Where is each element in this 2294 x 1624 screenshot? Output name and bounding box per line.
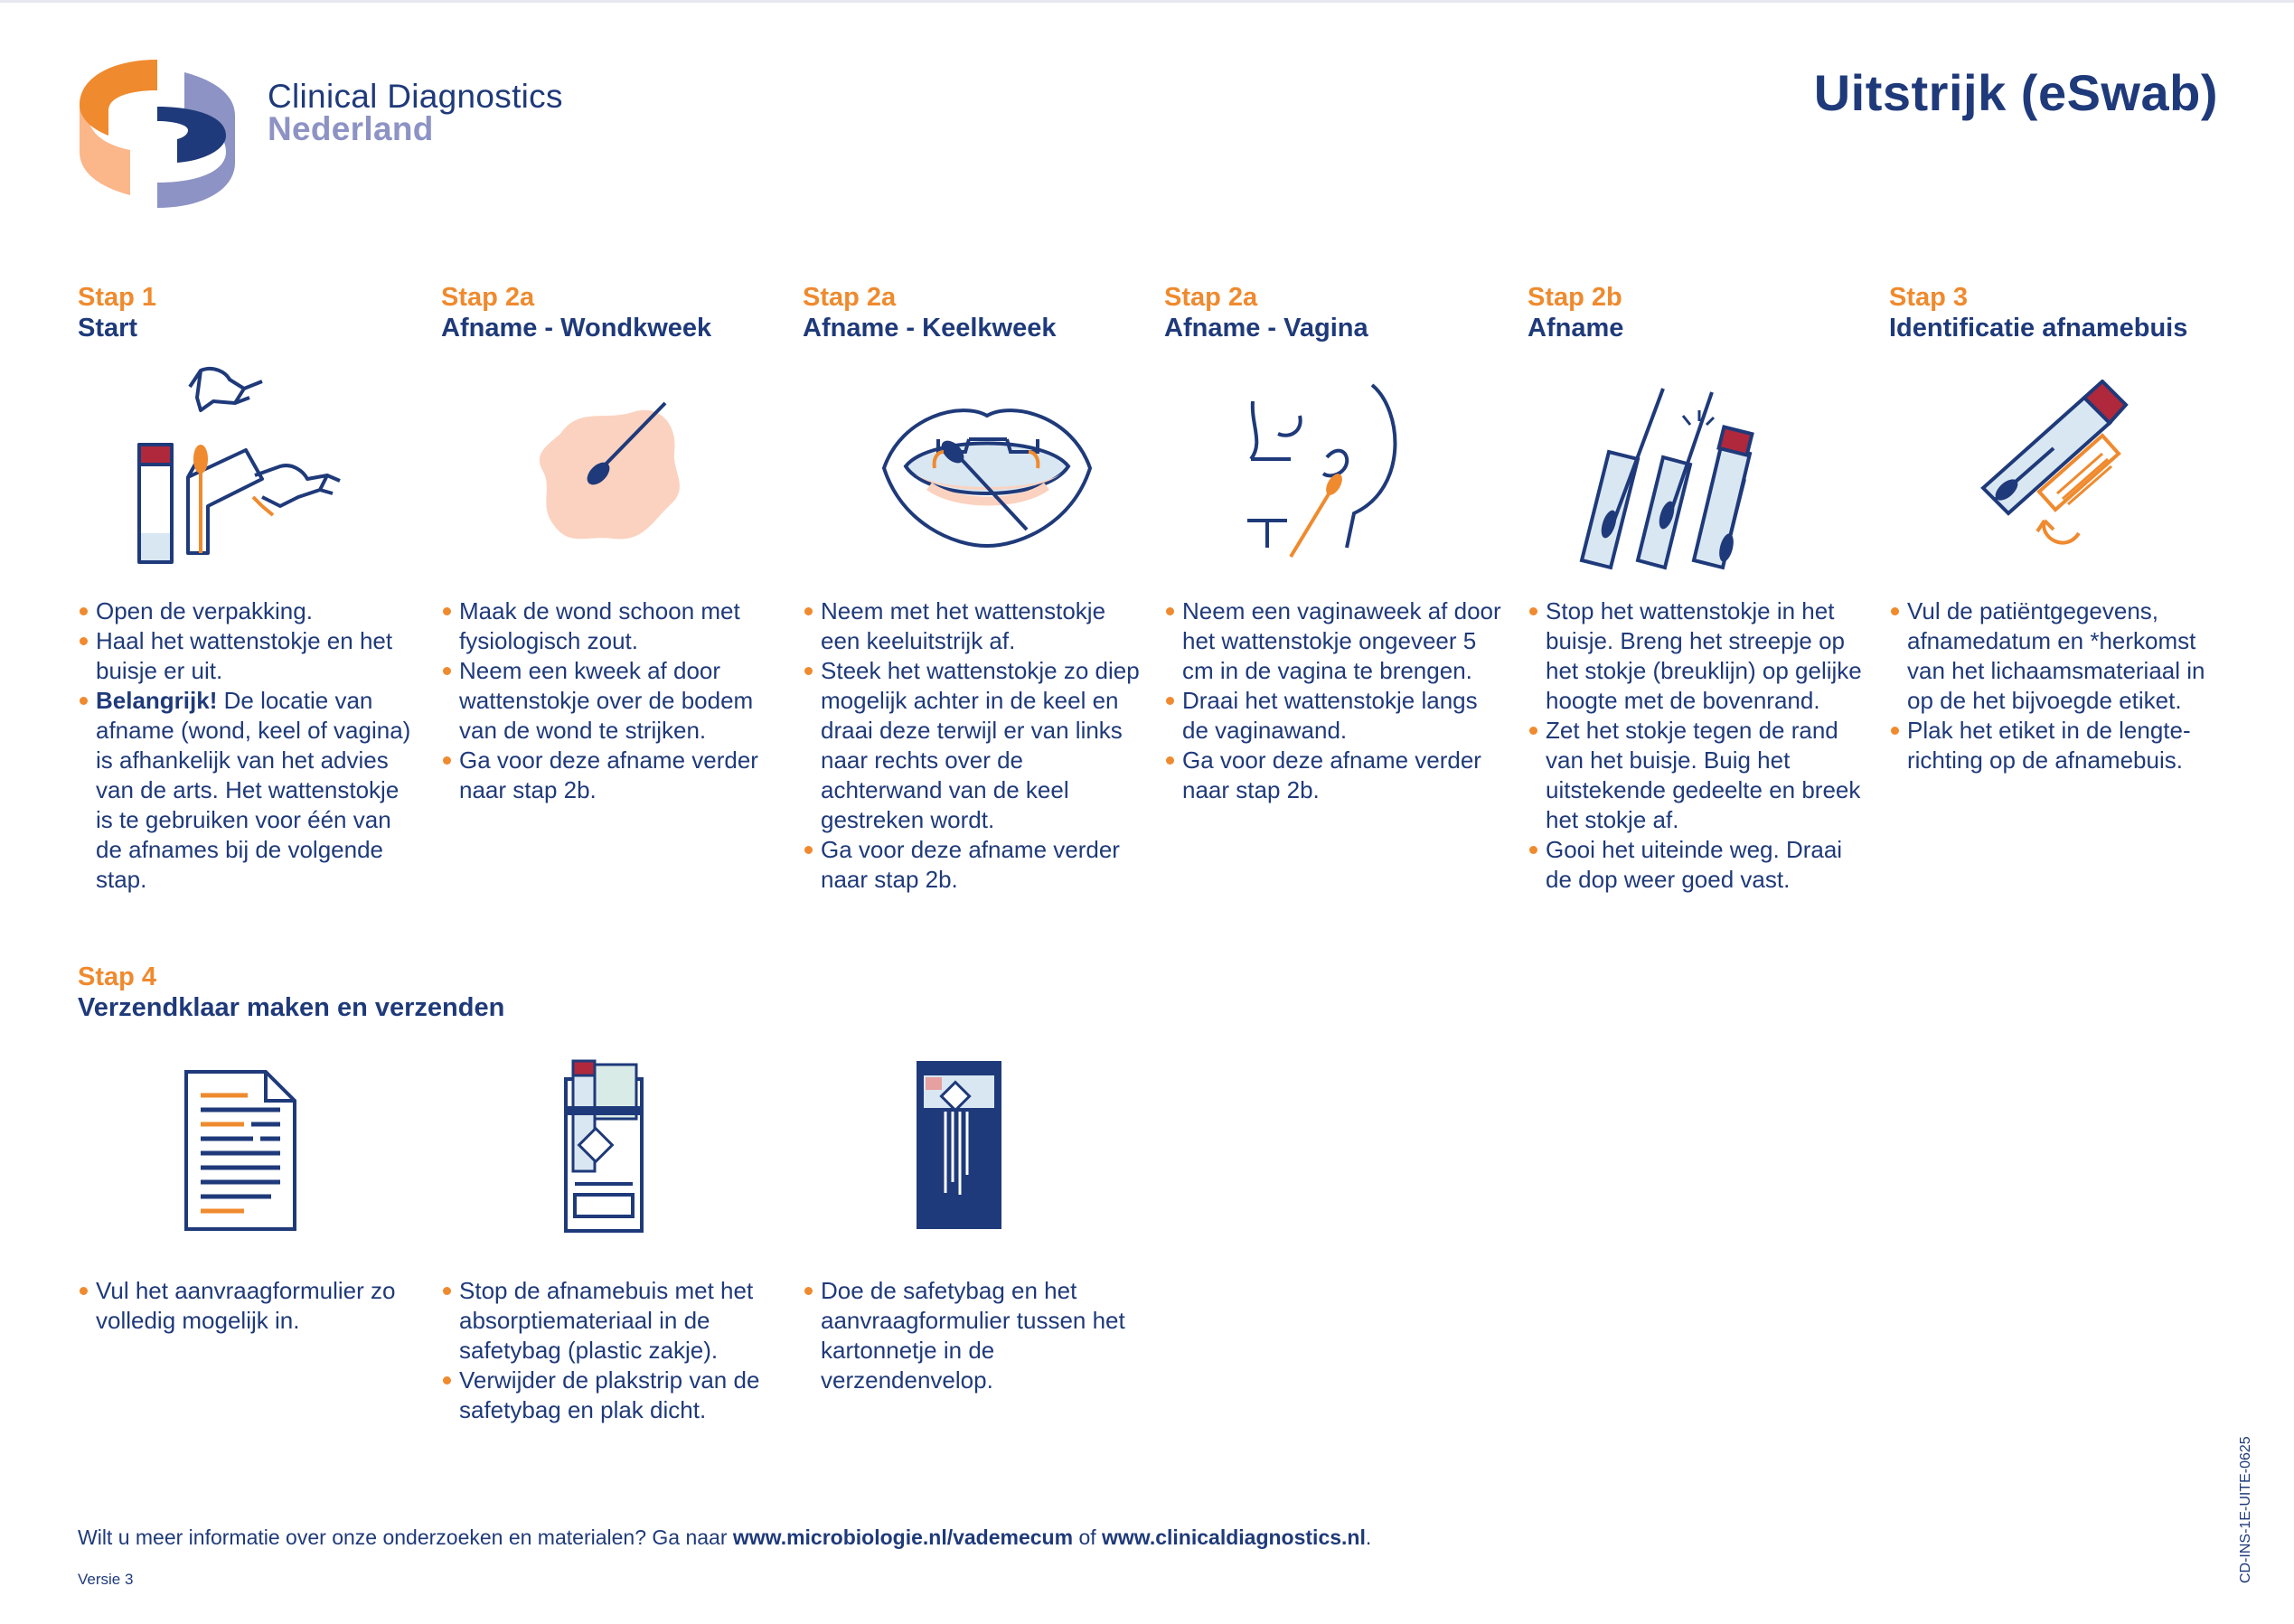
list-item: Gooi het uiteinde weg. Draai de dop weer goed vast. (1528, 835, 1871, 895)
list-item: Zet het stokje tegen de rand van het buisje. Buig het uitstekende gedeelte en breek het stokje af. (1528, 716, 1871, 835)
envelope-icon (859, 1057, 1094, 1265)
footer-text: of (1073, 1525, 1103, 1549)
list-item: Stop de afnamebuis met het absorptiemateriaal in de safetybag (plastic zakje). (441, 1276, 785, 1366)
list-item: Doe de safetybag en het aanvraagformulier tussen het kartonnetje in de verzendenvelop. (803, 1276, 1146, 1395)
clinical-diagnostics-logo-icon (76, 52, 239, 215)
list-item: Ga voor deze afname verder naar stap 2b. (803, 835, 1146, 895)
list-item: Draai het wattenstokje langs de vaginawand. (1164, 686, 1508, 746)
step-2b-header (1528, 282, 1871, 343)
step-number: Stap 4 (78, 962, 157, 991)
document-code: CD-INS-1E-UITE-0625 (2238, 1436, 2253, 1583)
step-number: Stap 2a (1164, 283, 1258, 312)
step-title: Identificatie afnamebuis (1889, 314, 2188, 343)
step-title: Afname - Wondkweek (441, 314, 712, 343)
request-form-icon (154, 1057, 389, 1265)
step-4-bag-instructions (441, 1276, 785, 1425)
list-item: Verwijder de plakstrip van de safetybag en plak dicht. (441, 1366, 785, 1425)
list-item: Vul de patiëntgegevens, afnamedatum en *herkomst van het lichaamsmateriaal in op de het bijvoegde etiket. (1889, 596, 2233, 716)
list-item: Haal het wattenstokje en het buisje er uit. (78, 626, 421, 686)
step-title: Start (78, 314, 138, 343)
step-2a-wound-header (441, 282, 785, 343)
step-title: Verzendklaar maken en verzenden (78, 993, 505, 1022)
list-item: Plak het etiket in de lengte-richting op de afnamebuis. (1889, 716, 2233, 775)
footer-text: Wilt u meer informatie over onze onderzoeken en materialen? Ga naar (78, 1525, 733, 1549)
step-title: Afname - Keelkweek (803, 314, 1057, 343)
step-3-header (1889, 282, 2233, 343)
list-item: Neem een kweek af door wattenstokje over de bodem van de wond te strijken. (441, 656, 785, 746)
vaginal-swab-icon (1236, 380, 1471, 587)
step-2a-throat-instructions (803, 596, 1146, 895)
list-item: Ga voor deze afname verder naar stap 2b. (441, 746, 785, 805)
step-number: Stap 2a (803, 283, 897, 312)
list-item: Maak de wond schoon met fysiologisch zout. (441, 596, 785, 656)
list-item (78, 686, 421, 895)
step-4-envelope-instructions (803, 1276, 1146, 1395)
swab-package-icon (127, 361, 362, 569)
version-label: Versie 3 (78, 1571, 134, 1588)
step-2a-vagina-instructions (1164, 596, 1508, 805)
footer-text: . (1365, 1525, 1372, 1549)
top-border (0, 0, 2294, 3)
step-number: Stap 2b (1528, 283, 1622, 312)
step-3-instructions (1889, 596, 2233, 775)
list-item: Open de verpakking. (78, 596, 421, 626)
label-tube-icon (1967, 380, 2202, 587)
step-number: Stap 3 (1889, 283, 1969, 312)
list-item: Steek het wattenstokje zo diep mogelijk achter in de keel en draai deze terwijl er van links naar rechts over de achterwand van de keel gestreken wordt. (803, 656, 1146, 835)
step-title: Afname - Vagina (1164, 314, 1368, 343)
page-title: Uitstrijk (eSwab) (1813, 64, 2218, 121)
vademecum-link[interactable]: www.microbiologie.nl/vademecum (732, 1525, 1074, 1549)
step-1-instructions (78, 596, 421, 895)
safety-bag-icon (506, 1057, 741, 1265)
brand-name: Clinical Diagnostics (268, 78, 563, 115)
list-item: Neem een vaginaweek af door het wattenstokje ongeveer 5 cm in de vagina te brengen. (1164, 596, 1508, 686)
brand-country: Nederland (268, 110, 434, 147)
step-4-header (78, 962, 710, 1023)
throat-swab-icon (875, 380, 1110, 587)
list-item: Neem met het wattenstokje een keeluitstrijk af. (803, 596, 1146, 656)
list-item: Stop het wattenstokje in het buisje. Breng het streepje op het stokje (breuklijn) op gelijke hoogte met de bovenrand. (1528, 596, 1871, 716)
step-title: Afname (1528, 314, 1624, 343)
website-link[interactable]: www.clinicaldiagnostics.nl (1102, 1525, 1366, 1549)
step-2a-throat-header (803, 282, 1146, 343)
step-number: Stap 1 (78, 283, 157, 312)
list-item: Ga voor deze afname verder naar stap 2b. (1164, 746, 1508, 805)
break-swab-icon (1573, 380, 1808, 587)
step-number: Stap 2a (441, 283, 535, 312)
step-2b-instructions (1528, 596, 1871, 895)
important-text: De locatie van afname (wond, keel of vagina) is afhankelijk van het advies van de arts. Het wattenstokje is te gebruiken voor één van de afnames bij de volgende stap. (96, 687, 411, 893)
step-2a-vagina-header (1164, 282, 1508, 343)
step-1-header (78, 282, 421, 343)
list-item: Vul het aanvraagformulier zo volledig mogelijk in. (78, 1276, 421, 1336)
wound-swab-icon (506, 380, 741, 587)
step-4-form-instructions (78, 1276, 421, 1336)
step-2a-wound-instructions (441, 596, 785, 805)
important-label: Belangrijk! (96, 687, 218, 714)
footer-info (78, 1525, 1371, 1550)
